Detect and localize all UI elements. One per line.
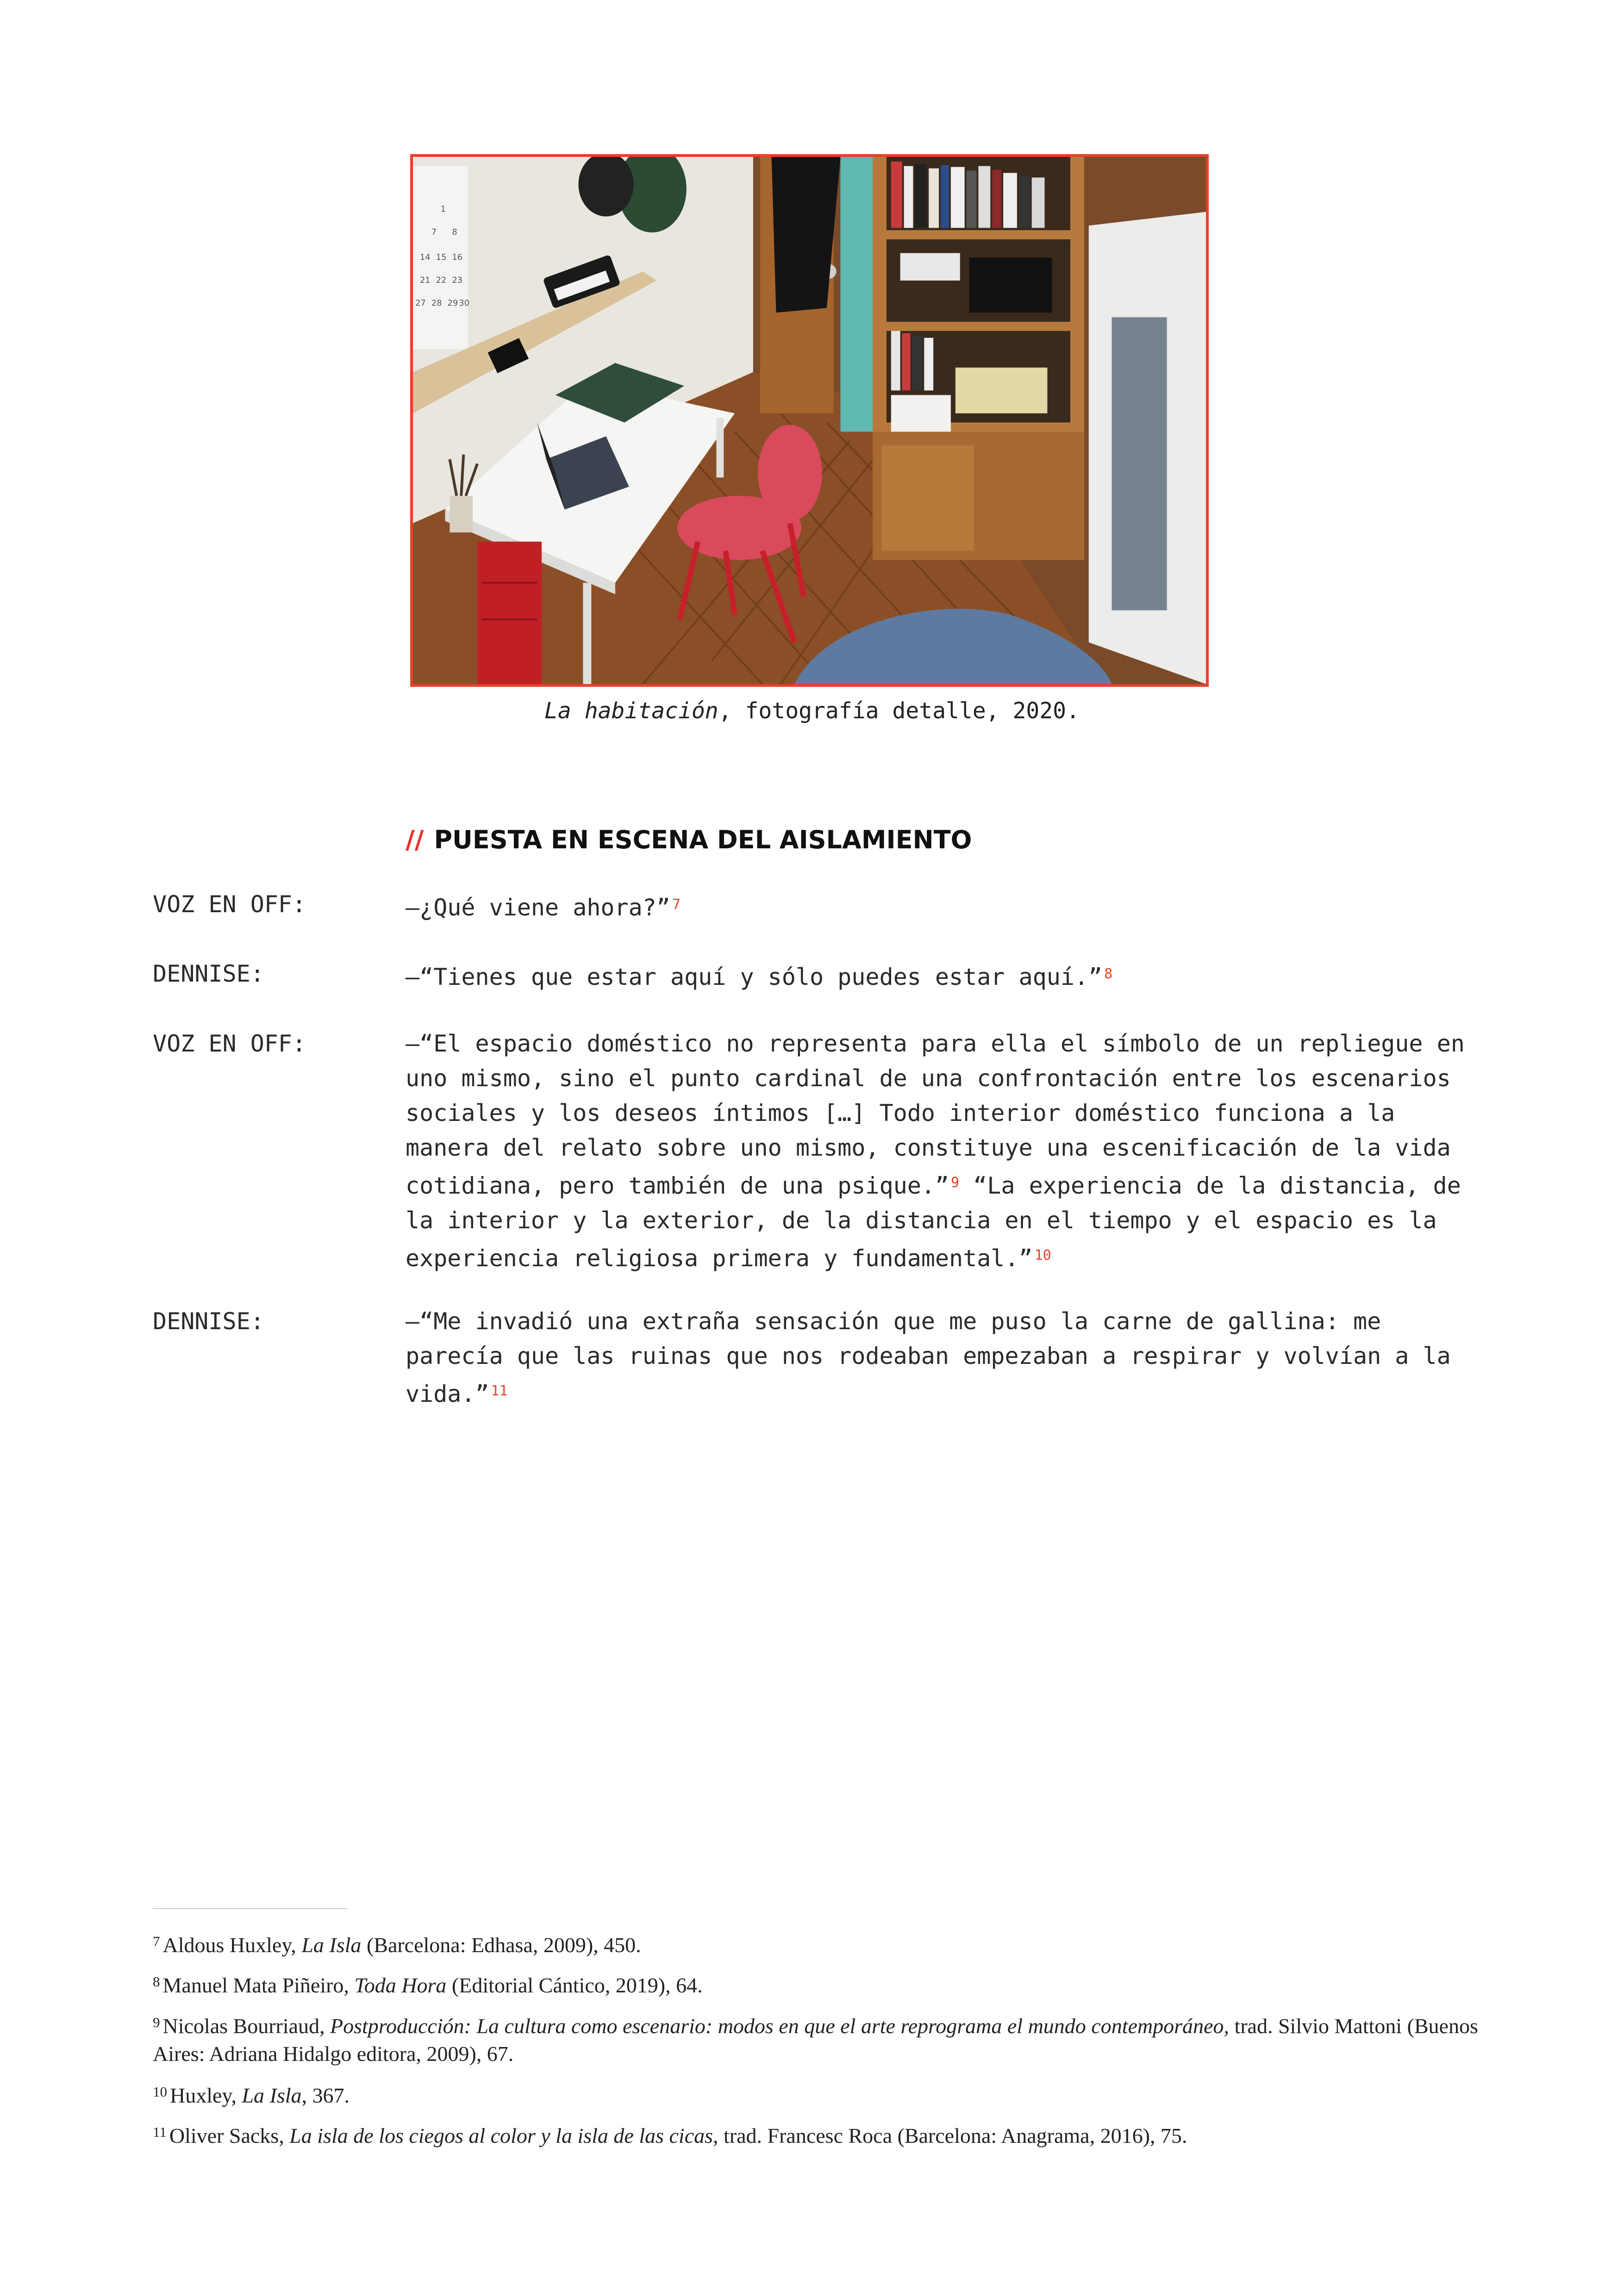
calendar-day: 1 (440, 204, 446, 214)
room-photograph (410, 154, 1209, 687)
footnote-author: Oliver Sacks, (169, 2124, 290, 2147)
footnote-author: Manuel Mata Piñeiro, (162, 1973, 355, 1997)
footnote-reference[interactable]: 10 (1034, 1247, 1051, 1263)
figure-caption (0, 698, 1624, 724)
footnote-divider (153, 1908, 347, 1909)
footnote (153, 2009, 1481, 2068)
dialogue-text-continued: “La experiencia de la distancia, de la interior y la exterior, de la distancia en el tiempo y el espacio es la experiencia religiosa primera y fundamental.” (406, 1172, 1461, 1272)
footnote-reference[interactable]: 9 (951, 1175, 960, 1191)
dialogue-text: —“Tienes que estar aquí y sólo puedes estar aquí.” (406, 964, 1103, 990)
footnote-author: Nicolas Bourriaud, (162, 2014, 331, 2038)
footnote (153, 1968, 1481, 1999)
footnote-title: La Isla (301, 1933, 362, 1957)
footnote-title: La isla de los ciegos al color y la isla de las cicas (289, 2124, 713, 2147)
dialogue-line (406, 887, 1489, 925)
calendar-day: 14 (419, 252, 431, 262)
calendar-day: 27 (415, 298, 426, 308)
footnote (153, 1928, 1481, 1959)
footnote-author: Aldous Huxley, (162, 1933, 302, 1957)
footnote-number: 8 (153, 1973, 160, 1990)
speaker-label: VOZ EN OFF: (153, 891, 306, 918)
calendar-day: 21 (419, 275, 431, 286)
room-photo-illustration (413, 157, 1206, 684)
footnote (153, 2118, 1481, 2150)
footnote-details: , 367. (301, 2084, 350, 2107)
footnote-reference[interactable]: 8 (1104, 966, 1113, 982)
footnote-details: , trad. Francesc Roca (Barcelona: Anagrama, 2016), 75. (713, 2124, 1187, 2147)
dialogue-line (406, 1027, 1489, 1276)
calendar-day: 22 (436, 275, 447, 286)
calendar-day: 15 (436, 252, 447, 262)
figure-caption-title: La habitación (544, 698, 718, 724)
footnote-title: Toda Hora (354, 1973, 447, 1997)
footnote-details: trad. Silvio Mattoni (Buenos Aires: Adriana Hidalgo editora, 2009), 67. (153, 2014, 1478, 2066)
calendar-day: 30 (459, 298, 470, 308)
calendar-day: 7 (431, 227, 437, 237)
dialogue-line (406, 1304, 1489, 1412)
calendar-day: 8 (452, 227, 457, 237)
footnote-number: 7 (153, 1933, 160, 1949)
speaker-label: VOZ EN OFF: (153, 1030, 306, 1057)
calendar-day: 16 (452, 252, 463, 262)
footnote-author: Huxley, (170, 2084, 242, 2107)
speaker-label: DENNISE: (153, 960, 264, 987)
dialogue-line (406, 957, 1489, 995)
dialogue-text: —“El espacio doméstico no representa para ella el símbolo de un repliegue en uno mismo, sino el punto cardinal de una confrontación entre los escenarios sociales y los deseos íntimos […] Todo interior doméstico funciona a la manera del relato sobre uno mismo, constituye una escenificación de la vida cotidiana, pero también de una psique.” (406, 1030, 1465, 1199)
footnote-details: (Barcelona: Edhasa, 2009), 450. (361, 1933, 641, 1957)
footnote-number: 11 (153, 2124, 167, 2140)
section-title: PUESTA EN ESCENA DEL AISLAMIENTO (434, 825, 972, 854)
footnote (153, 2078, 1481, 2109)
calendar-day: 28 (431, 298, 442, 308)
footnote-details: (Editorial Cántico, 2019), 64. (446, 1973, 703, 1997)
dialogue-text: —“Me invadió una extraña sensación que me puso la carne de gallina: me parecía que las ruinas que nos rodeaban empezaban a respirar y volvían a la vida.” (406, 1308, 1451, 1407)
footnote-title: Postproducción: La cultura como escenario: modos en que el arte reprograma el mundo contemporáneo, (330, 2014, 1229, 2038)
calendar-day: 29 (447, 298, 458, 308)
speaker-label: DENNISE: (153, 1308, 264, 1335)
footnote-reference[interactable]: 11 (491, 1383, 508, 1399)
footnote-number: 10 (153, 2084, 167, 2100)
footnote-title: La Isla (242, 2084, 302, 2107)
figure-caption-details: , fotografía detalle, 2020. (718, 698, 1080, 724)
section-heading (406, 825, 972, 854)
footnote-reference[interactable]: 7 (672, 896, 681, 913)
heading-slashes: // (406, 825, 424, 854)
calendar-day: 23 (452, 275, 463, 286)
dialogue-text: —¿Qué viene ahora?” (406, 894, 670, 921)
footnote-number: 9 (153, 2014, 160, 2030)
